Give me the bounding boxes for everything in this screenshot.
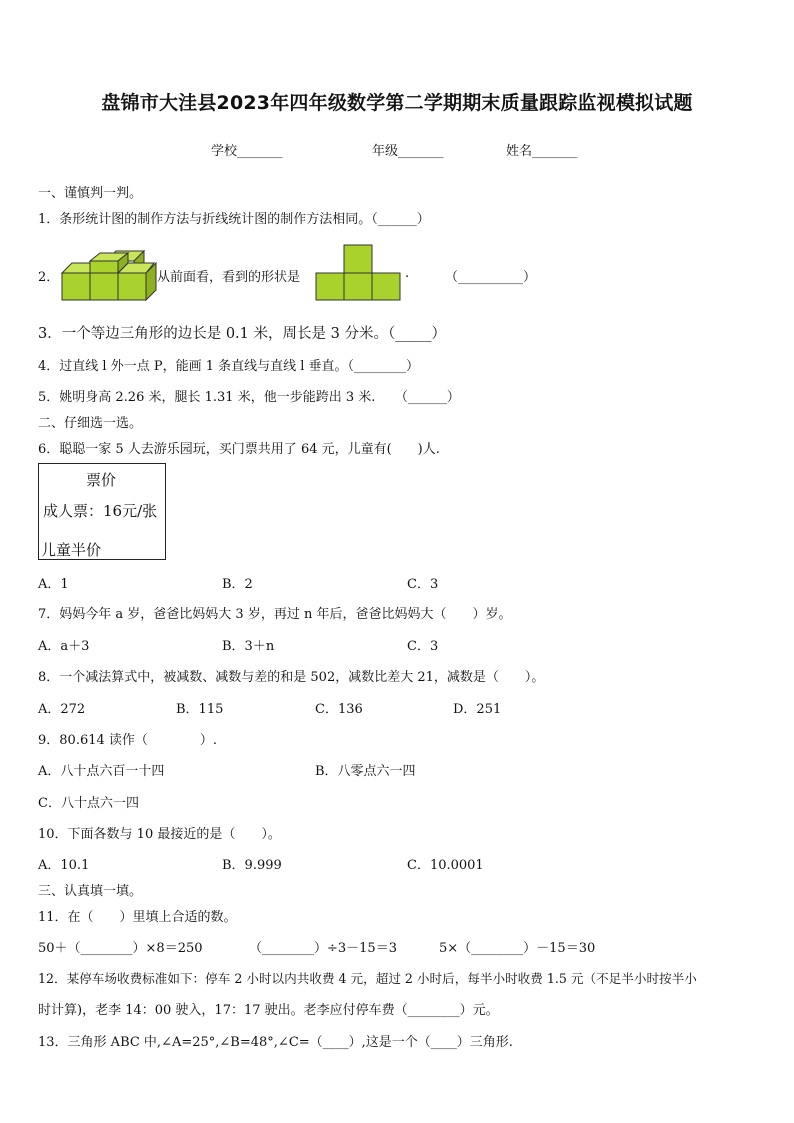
q6-option-c[interactable]: C．3: [407, 577, 439, 592]
question-7: 7．妈妈今年 a 岁，爸爸比妈妈大 3 岁，再过 n 年后，爸爸比妈妈大（ ）岁。: [38, 607, 512, 622]
q10-option-b[interactable]: B．9.999: [222, 858, 282, 873]
q7-option-a[interactable]: A．a＋3: [38, 639, 90, 654]
ticket-adult-price: 成人票：16元/张: [43, 502, 158, 520]
page-title: 盘锦市大洼县2023年四年级数学第二学期期末质量跟踪监视模拟试题: [101, 92, 693, 114]
question-13: 13．三角形 ABC 中,∠A=25°,∠B=48°,∠C=（____）,这是一个（____）三角形.: [38, 1035, 513, 1050]
section-heading-choose: 二、仔细选一选。: [38, 416, 143, 431]
q9-option-a[interactable]: A．八十点六百一十四: [38, 764, 165, 779]
question-3: 3．一个等边三角形的边长是 0.1 米，周长是 3 分米。（_____）: [38, 326, 446, 342]
question-5: 5．姚明身高 2.26 米，腿长 1.31 米，他一步能跨出 3 米. （______）: [38, 390, 460, 405]
question-12-line-2: 时计算)，老李 14：00 驶入，17：17 驶出。老李应付停车费（________）元。: [38, 1003, 499, 1018]
q10-option-a[interactable]: A．10.1: [38, 858, 90, 873]
question-6: 6．聪聪一家 5 人去游乐园玩，买门票共用了 64 元，儿童有( )人.: [38, 442, 440, 457]
q6-option-a[interactable]: A．1: [38, 577, 69, 592]
ticket-child-price: 儿童半价: [41, 541, 102, 559]
question-12-line-1: 12．某停车场收费标准如下：停车 2 小时以内共收费 4 元，超过 2 小时后，每半小时收费 1.5 元（不足半小时按半小: [38, 971, 697, 986]
question-1: 1．条形统计图的制作方法与折线统计图的制作方法相同。（______）: [38, 212, 430, 227]
question-11: 11．在（ ）里填上合适的数。: [38, 910, 237, 925]
q8-option-b[interactable]: B．115: [176, 702, 224, 717]
question-2-period: .: [405, 266, 410, 281]
question-2-answer-blank[interactable]: （__________）: [445, 270, 537, 285]
grade-field[interactable]: 年级_______: [372, 144, 444, 159]
q8-option-c[interactable]: C．136: [315, 702, 363, 717]
q7-option-c[interactable]: C．3: [407, 639, 439, 654]
name-field[interactable]: 姓名_______: [506, 144, 578, 159]
question-2-text: 从前面看，看到的形状是: [157, 270, 301, 285]
cube-stack-3d-figure: [60, 249, 160, 303]
question-10: 10．下面各数与 10 最接近的是（ ）。: [38, 827, 281, 842]
school-field[interactable]: 学校_______: [211, 144, 283, 159]
q9-option-b[interactable]: B．八零点六一四: [315, 764, 416, 779]
q8-option-a[interactable]: A．272: [38, 702, 86, 717]
q10-option-c[interactable]: C．10.0001: [407, 858, 484, 873]
q11-item-3[interactable]: 5×（________）－15＝30: [439, 941, 596, 956]
q11-item-1[interactable]: 50＋（________）×8＝250: [38, 941, 203, 956]
section-heading-fill: 三、认真填一填。: [38, 884, 143, 899]
question-4: 4．过直线 l 外一点 P，能画 1 条直线与直线 l 垂直。（________）: [38, 359, 420, 374]
front-view-figure: [315, 244, 401, 302]
section-heading-judge: 一、谨慎判一判。: [38, 186, 143, 201]
question-9: 9．80.614 读作（ ）.: [38, 733, 218, 748]
question-8: 8．一个减法算式中，被减数、减数与差的和是 502，减数比差大 21，减数是（ ）。: [38, 670, 545, 685]
ticket-price-box: [38, 463, 166, 560]
question-2-number: 2．: [38, 270, 60, 285]
q7-option-b[interactable]: B．3＋n: [222, 639, 275, 654]
q8-option-d[interactable]: D．251: [453, 702, 502, 717]
q11-item-2[interactable]: （________）÷3－15＝3: [249, 941, 397, 956]
ticket-title: 票价: [86, 471, 117, 489]
q6-option-b[interactable]: B．2: [222, 577, 253, 592]
q9-option-c[interactable]: C．八十点六一四: [38, 796, 139, 811]
